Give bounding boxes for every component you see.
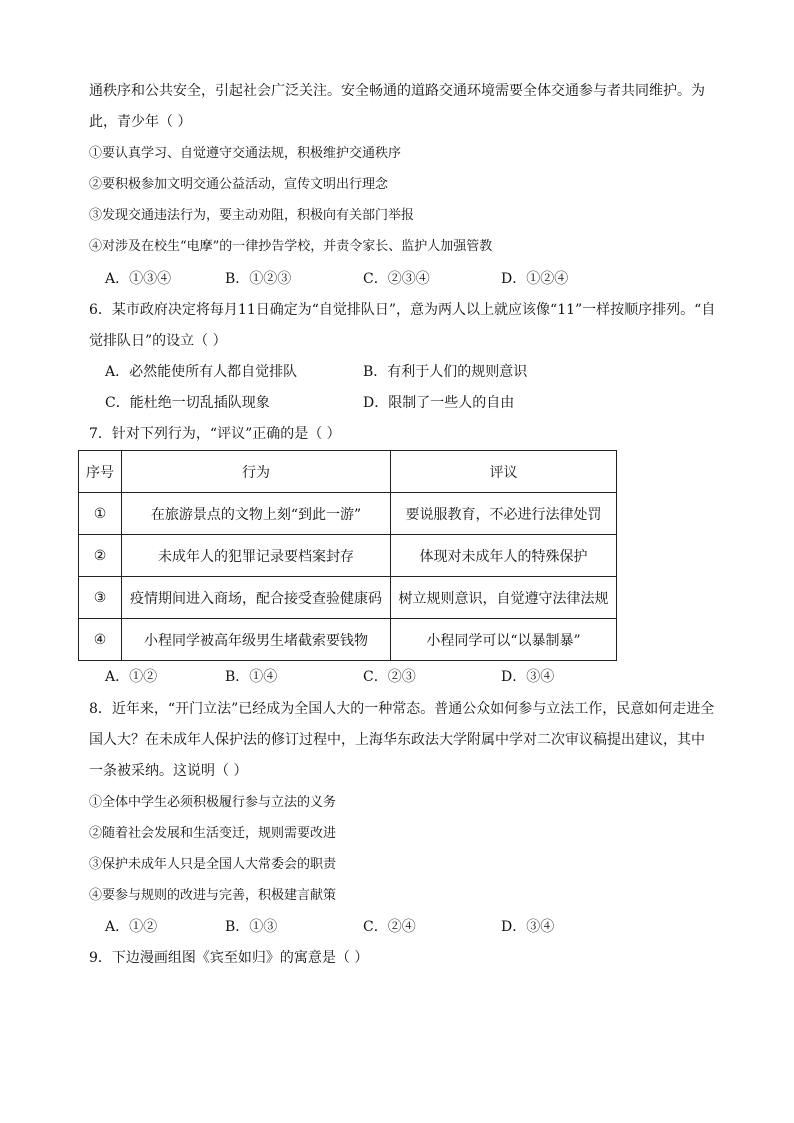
q7-option-a[interactable]: A．①② bbox=[105, 669, 158, 685]
row-behavior: 疫情期间进入商场，配合接受查验健康码 bbox=[122, 577, 391, 619]
q5-statement-2: ②要积极参加文明交通公益活动，宣传文明出行理念 bbox=[89, 177, 389, 192]
q7-option-b[interactable]: B．①④ bbox=[225, 669, 278, 685]
q5-statement-4: ④对涉及在校生“电摩”的一律抄告学校，并责令家长、监护人加强管教 bbox=[89, 239, 493, 254]
table-header-row bbox=[79, 451, 617, 493]
row-behavior: 未成年人的犯罪记录要档案封存 bbox=[122, 535, 391, 577]
q8-stem-line1: 8．近年来，“开门立法”已经成为全国人大的一种常态。普通公众如何参与立法工作，民意如何走进全 bbox=[89, 701, 715, 717]
q6-option-b[interactable]: B．有利于人们的规则意识 bbox=[363, 364, 528, 380]
q9-stem: 9．下边漫画组图《宾至如归》的寓意是（ ） bbox=[89, 950, 369, 966]
row-index: ① bbox=[79, 493, 122, 535]
q7-option-d[interactable]: D．③④ bbox=[501, 669, 555, 685]
q8-statement-4: ④要参与规则的改进与完善，积极建言献策 bbox=[89, 888, 337, 903]
q5-option-b[interactable]: B．①②③ bbox=[225, 271, 292, 287]
header-comment: 评议 bbox=[391, 451, 617, 493]
q8-option-c[interactable]: C．②④ bbox=[363, 919, 416, 935]
q7-option-c[interactable]: C．②③ bbox=[363, 669, 416, 685]
table-row bbox=[79, 493, 617, 535]
q6-option-d[interactable]: D．限制了一些人的自由 bbox=[363, 395, 515, 411]
header-behavior: 行为 bbox=[122, 451, 391, 493]
q8-option-d[interactable]: D．③④ bbox=[501, 919, 555, 935]
q5-stem-line2: 此，青少年（ ） bbox=[89, 114, 192, 130]
row-index: ③ bbox=[79, 577, 122, 619]
q5-option-d[interactable]: D．①②④ bbox=[501, 271, 569, 287]
row-comment: 要说服教育，不必进行法律处罚 bbox=[391, 493, 617, 535]
table-row bbox=[79, 535, 617, 577]
row-comment: 树立规则意识，自觉遵守法律法规 bbox=[391, 577, 617, 619]
header-index: 序号 bbox=[79, 451, 122, 493]
row-behavior: 小程同学被高年级男生堵截索要钱物 bbox=[122, 619, 391, 661]
q5-option-a[interactable]: A．①③④ bbox=[105, 271, 172, 287]
row-behavior: 在旅游景点的文物上刻“到此一游” bbox=[122, 493, 391, 535]
q8-stem-line2: 国人大？在未成年人保护法的修订过程中，上海华东政法大学附属中学对二次审议稿提出建议，其中 bbox=[89, 732, 705, 748]
table-row bbox=[79, 619, 617, 661]
q6-stem-line2: 觉排队日”的设立（ ） bbox=[89, 333, 227, 349]
q6-option-a[interactable]: A．必然能使所有人都自觉排队 bbox=[105, 364, 298, 380]
q8-option-b[interactable]: B．①③ bbox=[225, 919, 278, 935]
q6-option-c[interactable]: C．能杜绝一切乱插队现象 bbox=[105, 395, 270, 411]
q8-stem-line3: 一条被采纳。这说明（ ） bbox=[89, 763, 248, 779]
q8-statement-2: ②随着社会发展和生活变迁，规则需要改进 bbox=[89, 826, 337, 841]
row-index: ④ bbox=[79, 619, 122, 661]
q5-stem-line1: 通秩序和公共安全，引起社会广泛关注。安全畅通的道路交通环境需要全体交通参与者共同维护。为 bbox=[89, 83, 705, 99]
q5-statement-3: ③发现交通违法行为，要主动劝阻，积极向有关部门举报 bbox=[89, 208, 415, 223]
q7-stem: 7．针对下列行为，“评议”正确的是（ ） bbox=[89, 426, 341, 442]
q8-option-a[interactable]: A．①② bbox=[105, 919, 158, 935]
q8-statement-3: ③保护未成年人只是全国人大常委会的职责 bbox=[89, 857, 337, 872]
q5-option-c[interactable]: C．②③④ bbox=[363, 271, 430, 287]
q6-stem-line1: 6．某市政府决定将每月11日确定为“自觉排队日”，意为两人以上就应该像“11”一样按顺序排列。“自 bbox=[89, 302, 716, 318]
q8-statement-1: ①全体中学生必须积极履行参与立法的义务 bbox=[89, 795, 337, 810]
q7-table bbox=[78, 450, 617, 661]
row-comment: 体现对未成年人的特殊保护 bbox=[391, 535, 617, 577]
row-comment: 小程同学可以“以暴制暴” bbox=[391, 619, 617, 661]
table-row bbox=[79, 577, 617, 619]
row-index: ② bbox=[79, 535, 122, 577]
q5-statement-1: ①要认真学习、自觉遵守交通法规，积极维护交通秩序 bbox=[89, 146, 402, 161]
